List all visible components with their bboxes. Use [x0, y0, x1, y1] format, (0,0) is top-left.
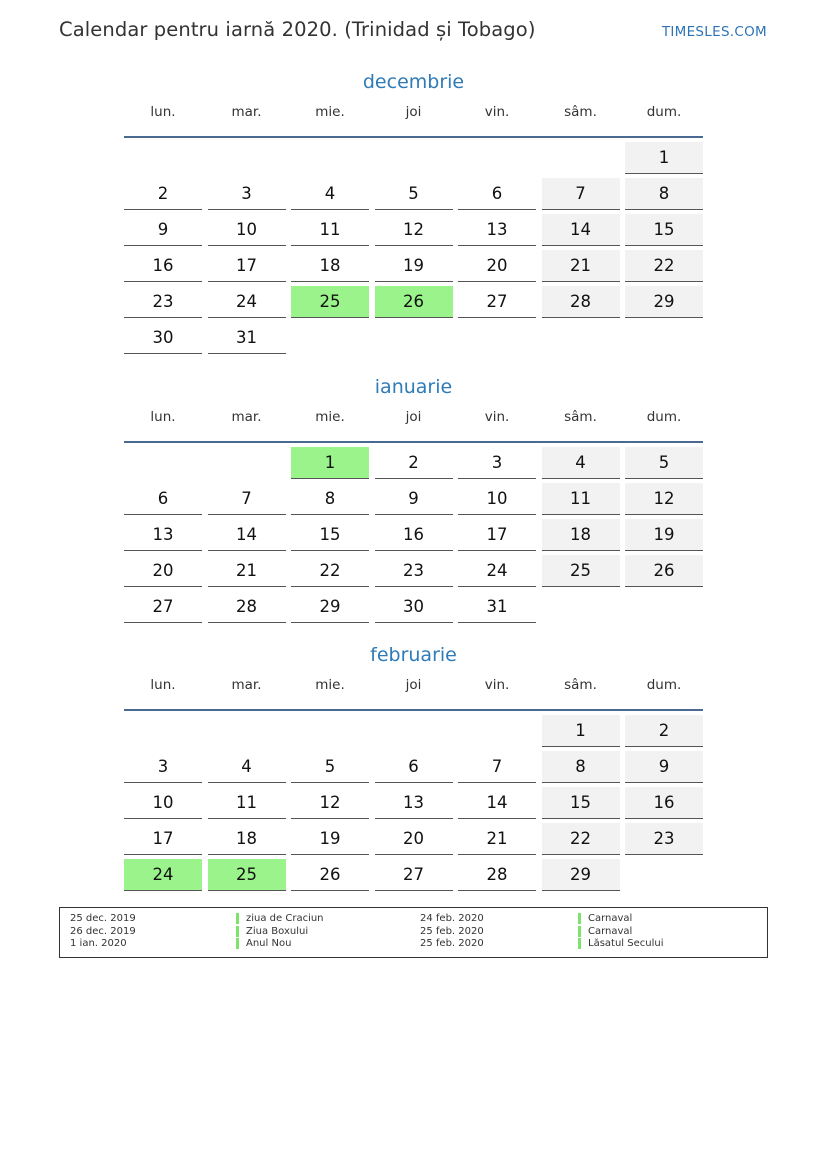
month-february: [124, 643, 703, 895]
day-cell: 11: [208, 787, 286, 819]
month-title: decembrie: [362, 71, 465, 93]
day-cell: 11: [542, 483, 620, 515]
legend-holiday-name: Ziua Boxului: [236, 926, 308, 937]
day-cell: 30: [124, 322, 202, 354]
legend-row: [420, 913, 760, 925]
legend-holiday-name: Anul Nou: [236, 938, 291, 949]
day-cell: 8: [542, 751, 620, 783]
day-cell: 16: [625, 787, 703, 819]
day-cell: 18: [542, 519, 620, 551]
weekday-label: dum.: [646, 104, 682, 120]
day-cell: 12: [625, 483, 703, 515]
day-cell: 30: [375, 591, 453, 623]
weekday-label: lun.: [150, 677, 176, 693]
weekday-header: [124, 675, 703, 711]
day-cell: 20: [375, 823, 453, 855]
day-cell: 27: [124, 591, 202, 623]
day-cell: 13: [375, 787, 453, 819]
weekday-label: vin.: [484, 409, 510, 425]
day-cell: 11: [291, 214, 369, 246]
month-january: [124, 375, 703, 627]
day-cell: 24: [208, 286, 286, 318]
weekday-label: dum.: [646, 409, 682, 425]
legend-holiday-name: ziua de Craciun: [236, 913, 324, 924]
day-cell: 19: [291, 823, 369, 855]
holiday-day-cell: 26: [375, 286, 453, 318]
day-cell: 4: [291, 178, 369, 210]
day-cell: 5: [625, 447, 703, 479]
day-cell: 8: [625, 178, 703, 210]
day-cell: 26: [625, 555, 703, 587]
weekday-label: sâm.: [564, 677, 597, 693]
day-cell: 14: [542, 214, 620, 246]
page-title: Calendar pentru iarnă 2020. (Trinidad și Tobago): [59, 18, 536, 41]
legend-date: 1 ian. 2020: [70, 938, 127, 949]
legend-date: 25 feb. 2020: [420, 926, 484, 937]
day-cell: 8: [291, 483, 369, 515]
day-cell: 23: [124, 286, 202, 318]
weekday-label: mie.: [315, 677, 345, 693]
day-cell: 20: [124, 555, 202, 587]
day-cell: 29: [291, 591, 369, 623]
day-cell: 10: [124, 787, 202, 819]
day-cell: 2: [124, 178, 202, 210]
weekday-label: lun.: [150, 104, 176, 120]
month-title: februarie: [370, 644, 457, 666]
holiday-day-cell: 1: [291, 447, 369, 479]
legend-holiday-name: Lăsatul Secului: [578, 938, 663, 949]
day-cell: 26: [291, 859, 369, 891]
day-cell: 6: [458, 178, 536, 210]
legend-row: [70, 938, 410, 950]
weekday-label: mar.: [231, 104, 262, 120]
legend-holiday-name: Carnaval: [578, 926, 632, 937]
weekday-header: [124, 102, 703, 138]
day-cell: 12: [375, 214, 453, 246]
day-cell: 9: [625, 751, 703, 783]
day-cell: 21: [208, 555, 286, 587]
day-cell: 15: [625, 214, 703, 246]
day-cell: 28: [208, 591, 286, 623]
day-cell: 7: [208, 483, 286, 515]
legend-row: [420, 938, 760, 950]
day-cell: 17: [458, 519, 536, 551]
day-cell: 9: [375, 483, 453, 515]
day-cell: 31: [458, 591, 536, 623]
day-cell: 10: [208, 214, 286, 246]
holiday-legend: [59, 907, 768, 958]
day-cell: 13: [124, 519, 202, 551]
day-cell: 27: [458, 286, 536, 318]
day-cell: 2: [375, 447, 453, 479]
day-cell: 3: [124, 751, 202, 783]
weekday-label: joi: [405, 677, 422, 693]
day-cell: 17: [208, 250, 286, 282]
day-cell: 22: [542, 823, 620, 855]
day-cell: 16: [124, 250, 202, 282]
legend-date: 26 dec. 2019: [70, 926, 136, 937]
weekday-label: mie.: [315, 409, 345, 425]
day-cell: 13: [458, 214, 536, 246]
day-cell: 3: [458, 447, 536, 479]
day-cell: 5: [291, 751, 369, 783]
weekday-label: sâm.: [564, 104, 597, 120]
day-cell: 22: [625, 250, 703, 282]
day-cell: 10: [458, 483, 536, 515]
weekday-label: mie.: [315, 104, 345, 120]
holiday-day-cell: 24: [124, 859, 202, 891]
day-cell: 1: [625, 142, 703, 174]
day-cell: 29: [625, 286, 703, 318]
legend-row: [70, 926, 410, 938]
weekday-label: joi: [405, 409, 422, 425]
weekday-label: sâm.: [564, 409, 597, 425]
month-december: [124, 70, 703, 358]
day-cell: 18: [208, 823, 286, 855]
day-cell: 3: [208, 178, 286, 210]
day-cell: 31: [208, 322, 286, 354]
day-cell: 4: [208, 751, 286, 783]
legend-row: [70, 913, 410, 925]
day-cell: 27: [375, 859, 453, 891]
day-cell: 28: [458, 859, 536, 891]
holiday-day-cell: 25: [291, 286, 369, 318]
day-cell: 24: [458, 555, 536, 587]
day-cell: 2: [625, 715, 703, 747]
day-cell: 28: [542, 286, 620, 318]
legend-date: 25 dec. 2019: [70, 913, 136, 924]
weekday-label: joi: [405, 104, 422, 120]
weekday-label: vin.: [484, 104, 510, 120]
day-cell: 12: [291, 787, 369, 819]
day-cell: 20: [458, 250, 536, 282]
day-cell: 15: [291, 519, 369, 551]
day-cell: 25: [542, 555, 620, 587]
day-cell: 6: [124, 483, 202, 515]
day-cell: 21: [458, 823, 536, 855]
day-cell: 17: [124, 823, 202, 855]
day-cell: 4: [542, 447, 620, 479]
weekday-label: mar.: [231, 409, 262, 425]
day-grid: [124, 142, 703, 358]
day-cell: 19: [375, 250, 453, 282]
day-cell: 21: [542, 250, 620, 282]
day-cell: 19: [625, 519, 703, 551]
day-grid: [124, 447, 703, 627]
month-title: ianuarie: [374, 376, 453, 398]
day-cell: 16: [375, 519, 453, 551]
day-cell: 14: [208, 519, 286, 551]
day-cell: 7: [458, 751, 536, 783]
holiday-day-cell: 25: [208, 859, 286, 891]
day-grid: [124, 715, 703, 895]
day-cell: 6: [375, 751, 453, 783]
legend-holiday-name: Carnaval: [578, 913, 632, 924]
day-cell: 14: [458, 787, 536, 819]
weekday-label: lun.: [150, 409, 176, 425]
weekday-header: [124, 407, 703, 443]
day-cell: 18: [291, 250, 369, 282]
legend-row: [420, 926, 760, 938]
legend-date: 24 feb. 2020: [420, 913, 484, 924]
day-cell: 29: [542, 859, 620, 891]
day-cell: 9: [124, 214, 202, 246]
weekday-label: mar.: [231, 677, 262, 693]
day-cell: 23: [375, 555, 453, 587]
day-cell: 5: [375, 178, 453, 210]
weekday-label: vin.: [484, 677, 510, 693]
day-cell: 15: [542, 787, 620, 819]
weekday-label: dum.: [646, 677, 682, 693]
site-link[interactable]: TIMESLES.COM: [661, 24, 767, 40]
legend-date: 25 feb. 2020: [420, 938, 484, 949]
day-cell: 1: [542, 715, 620, 747]
day-cell: 22: [291, 555, 369, 587]
day-cell: 7: [542, 178, 620, 210]
day-cell: 23: [625, 823, 703, 855]
